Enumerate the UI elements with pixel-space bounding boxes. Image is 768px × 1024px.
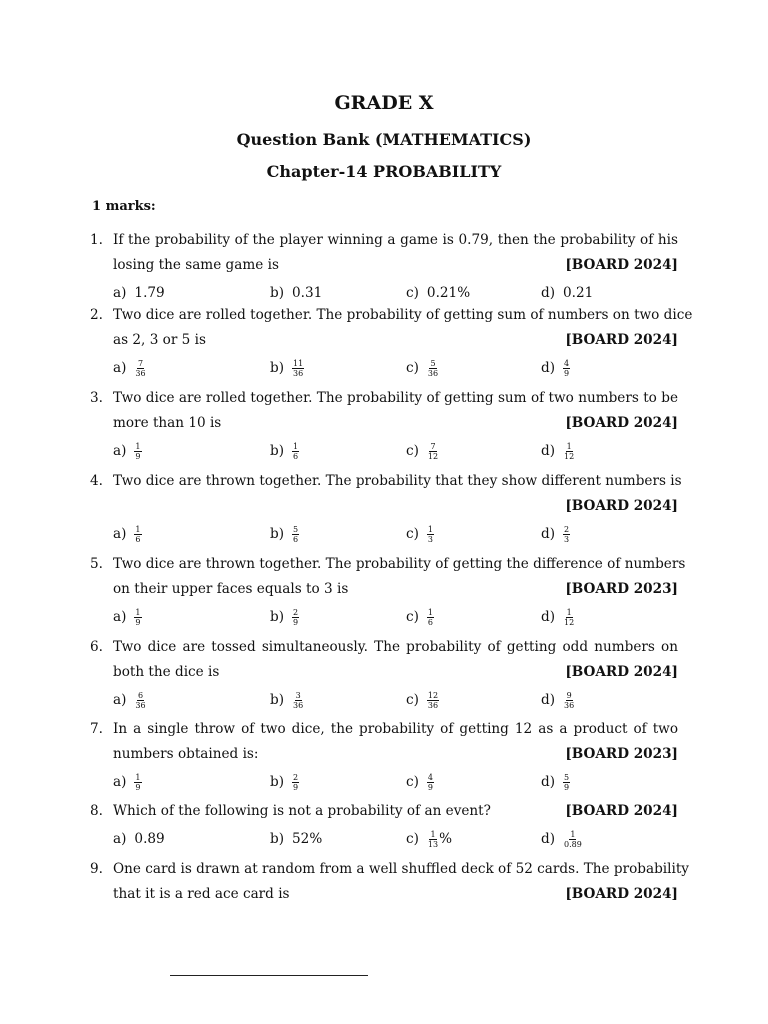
board-year-tag: [BOARD 2023] [565, 746, 678, 762]
option-label: c) [406, 443, 419, 459]
option-d[interactable] [541, 353, 570, 383]
fraction-denominator: 9 [135, 617, 141, 627]
fraction-numerator: 5 [564, 772, 570, 782]
option-c[interactable] [406, 685, 439, 715]
question-line [90, 328, 678, 353]
fraction-denominator: 36 [427, 368, 439, 378]
option-c[interactable] [406, 767, 434, 797]
question-text: losing the same game is [113, 257, 279, 273]
options-row [90, 685, 678, 715]
option-label: c) [406, 360, 419, 376]
question-line [90, 882, 678, 907]
fraction-denominator: 9 [293, 617, 299, 627]
option-d[interactable] [541, 602, 575, 632]
option-fraction [292, 442, 299, 461]
fraction-numerator: 7 [430, 441, 436, 451]
fraction-numerator: 3 [295, 690, 301, 700]
chapter-title: Chapter-14 PROBABILITY [266, 162, 502, 181]
option-b[interactable] [270, 685, 304, 715]
question-line [90, 228, 678, 253]
option-d[interactable] [541, 685, 575, 715]
option-fraction [427, 442, 439, 461]
question-number: 5. [90, 556, 103, 572]
question-text: as 2, 3 or 5 is [113, 332, 206, 348]
option-fraction [292, 691, 304, 710]
fraction-denominator: 3 [427, 534, 434, 544]
option-label: d) [541, 285, 556, 301]
option-fraction [292, 359, 304, 378]
question-line [90, 386, 678, 411]
option-value: 52% [292, 831, 323, 847]
fraction-denominator: 9 [564, 368, 570, 378]
question-line [90, 494, 678, 519]
fraction-denominator: 9 [293, 782, 299, 792]
question-text: on their upper faces equals to 3 is [113, 581, 349, 597]
fraction-denominator: 6 [427, 617, 434, 627]
option-label: b) [270, 285, 285, 301]
fraction-denominator: 36 [135, 368, 146, 378]
option-fraction [134, 442, 141, 461]
fraction-numerator: 4 [564, 358, 570, 368]
option-b[interactable] [270, 519, 299, 549]
option-c[interactable] [406, 519, 434, 549]
option-a[interactable] [113, 767, 142, 797]
option-fraction [563, 691, 575, 710]
fraction-numerator: 1 [427, 607, 434, 617]
option-fraction [292, 608, 299, 627]
question-item [90, 799, 678, 854]
question-item [90, 386, 678, 466]
option-label: a) [113, 609, 127, 625]
option-label: c) [406, 774, 419, 790]
fraction-numerator: 1 [135, 772, 141, 782]
fraction-numerator: 6 [137, 690, 144, 700]
fraction-numerator: 11 [293, 358, 304, 368]
fraction-numerator: 5 [293, 524, 299, 534]
question-item [90, 635, 678, 715]
option-value: 0.31 [292, 285, 323, 301]
question-text: One card is drawn at random from a well shuffled deck of 52 cards. The probability [113, 861, 689, 877]
question-text: Two dice are rolled together. The probability of getting sum of two numbers to be [113, 390, 678, 406]
question-item [90, 552, 686, 632]
option-label: b) [270, 609, 285, 625]
option-label: a) [113, 526, 127, 542]
fraction-numerator: 1 [566, 441, 572, 451]
option-fraction [134, 608, 141, 627]
option-fraction [292, 773, 299, 792]
question-text: both the dice is [113, 664, 220, 680]
question-item [90, 857, 689, 907]
option-label: b) [270, 443, 285, 459]
option-label: b) [270, 526, 285, 542]
option-a[interactable] [113, 519, 142, 549]
options-row [90, 436, 678, 466]
question-number: 1. [90, 232, 103, 248]
option-c[interactable] [406, 824, 452, 854]
question-text: In a single throw of two dice, the probability of getting 12 as a product of two [113, 721, 678, 737]
option-label: c) [406, 609, 419, 625]
option-a[interactable] [113, 685, 147, 715]
option-label: d) [541, 609, 556, 625]
option-label: a) [113, 360, 127, 376]
question-text: numbers obtained is: [113, 746, 259, 762]
board-year-tag: [BOARD 2024] [565, 332, 678, 348]
fraction-numerator: 1 [566, 607, 572, 617]
fraction-numerator: 2 [293, 772, 299, 782]
option-value: 1.79 [134, 285, 165, 301]
option-fraction [134, 359, 146, 378]
option-label: b) [270, 831, 285, 847]
question-item [90, 469, 682, 549]
option-fraction [563, 442, 575, 461]
board-year-tag: [BOARD 2024] [565, 415, 678, 431]
question-number: 7. [90, 721, 103, 737]
fraction-numerator: 5 [430, 358, 436, 368]
fraction-denominator: 0.89 [564, 839, 582, 849]
fraction-denominator: 12 [427, 451, 439, 461]
question-line [90, 577, 678, 602]
options-row [90, 767, 678, 797]
question-number: 2. [90, 307, 103, 323]
fraction-denominator: 3 [564, 534, 570, 544]
fraction-denominator: 13 [427, 839, 439, 849]
fraction-numerator: 12 [427, 690, 439, 700]
question-number: 9. [90, 861, 103, 877]
fraction-numerator: 2 [564, 524, 570, 534]
fraction-numerator: 1 [427, 524, 434, 534]
option-label: d) [541, 831, 556, 847]
option-fraction [427, 691, 439, 710]
question-text: more than 10 is [113, 415, 222, 431]
option-b[interactable] [270, 824, 322, 854]
fraction-denominator: 9 [135, 451, 141, 461]
options-row [90, 824, 678, 854]
question-line [90, 303, 693, 328]
fraction-denominator: 6 [293, 451, 299, 461]
option-label: a) [113, 831, 127, 847]
option-label: d) [541, 692, 556, 708]
question-text: Two dice are rolled together. The probability of getting sum of numbers on two dice [113, 307, 693, 323]
option-a[interactable] [113, 353, 147, 383]
page-title: GRADE X [334, 92, 434, 114]
fraction-numerator: 1 [135, 524, 141, 534]
fraction-denominator: 9 [564, 782, 570, 792]
option-label: d) [541, 360, 556, 376]
question-line [90, 799, 678, 824]
fraction-denominator: 6 [135, 534, 141, 544]
option-a[interactable] [113, 602, 142, 632]
options-row [90, 353, 678, 383]
option-value: 0.89 [134, 831, 165, 847]
question-line [90, 469, 682, 494]
option-label: d) [541, 774, 556, 790]
question-number: 6. [90, 639, 103, 655]
option-d[interactable] [541, 767, 570, 797]
question-line [90, 660, 678, 685]
option-fraction [134, 525, 141, 544]
question-line [90, 411, 678, 436]
fraction-numerator: 1 [570, 829, 576, 839]
fraction-denominator: 36 [293, 368, 304, 378]
board-year-tag: [BOARD 2024] [565, 803, 678, 819]
option-b[interactable] [270, 353, 304, 383]
fraction-numerator: 7 [137, 358, 144, 368]
question-text: that it is a red ace card is [113, 886, 290, 902]
option-fraction [134, 773, 141, 792]
fraction-denominator: 36 [564, 700, 575, 710]
question-number: 4. [90, 473, 103, 489]
option-fraction [563, 359, 570, 378]
board-year-tag: [BOARD 2023] [565, 581, 678, 597]
fraction-denominator: 36 [427, 700, 439, 710]
question-text: Which of the following is not a probability of an event? [113, 803, 491, 819]
fraction-numerator: 9 [566, 690, 572, 700]
question-number: 8. [90, 803, 103, 819]
option-label: b) [270, 692, 285, 708]
option-suffix: % [439, 831, 453, 847]
options-row [90, 519, 678, 549]
question-item [90, 228, 678, 308]
option-a[interactable] [113, 824, 165, 854]
fraction-denominator: 6 [293, 534, 299, 544]
question-item [90, 303, 693, 383]
options-row [90, 602, 678, 632]
section-heading: 1 marks: [92, 199, 156, 214]
fraction-denominator: 12 [564, 451, 575, 461]
footnote-rule [170, 975, 368, 976]
option-fraction [563, 608, 575, 627]
board-year-tag: [BOARD 2024] [565, 664, 678, 680]
option-fraction [134, 691, 146, 710]
question-text: Two dice are thrown together. The probability that they show different numbers is [113, 473, 682, 489]
option-fraction [427, 608, 434, 627]
fraction-denominator: 9 [427, 782, 434, 792]
option-fraction [427, 525, 434, 544]
question-line [90, 717, 678, 742]
option-label: c) [406, 831, 419, 847]
option-d[interactable] [541, 436, 575, 466]
fraction-denominator: 36 [293, 700, 304, 710]
option-a[interactable] [113, 436, 142, 466]
question-line [90, 635, 678, 660]
page-subtitle: Question Bank (MATHEMATICS) [236, 130, 532, 149]
fraction-numerator: 1 [135, 441, 141, 451]
option-b[interactable] [270, 436, 299, 466]
option-b[interactable] [270, 602, 299, 632]
question-line [90, 253, 678, 278]
option-label: c) [406, 692, 419, 708]
board-year-tag: [BOARD 2024] [565, 886, 678, 902]
question-line [90, 552, 686, 577]
option-b[interactable] [270, 767, 299, 797]
fraction-denominator: 36 [135, 700, 146, 710]
question-text: If the probability of the player winning a game is 0.79, then the probability of his [113, 232, 678, 248]
option-fraction [563, 525, 570, 544]
option-fraction [427, 773, 434, 792]
fraction-denominator: 12 [564, 617, 575, 627]
fraction-numerator: 4 [427, 772, 434, 782]
option-c[interactable] [406, 602, 434, 632]
question-number: 3. [90, 390, 103, 406]
fraction-numerator: 1 [135, 607, 141, 617]
option-fraction [427, 359, 439, 378]
fraction-denominator: 9 [135, 782, 141, 792]
option-label: c) [406, 285, 419, 301]
option-label: a) [113, 285, 127, 301]
option-label: a) [113, 692, 127, 708]
question-line [90, 742, 678, 767]
option-c[interactable] [406, 353, 439, 383]
option-value: 0.21% [426, 285, 471, 301]
option-label: a) [113, 774, 127, 790]
option-label: d) [541, 443, 556, 459]
fraction-numerator: 1 [293, 441, 299, 451]
option-label: b) [270, 360, 285, 376]
option-label: a) [113, 443, 127, 459]
question-line [90, 857, 689, 882]
question-item [90, 717, 678, 797]
option-c[interactable] [406, 436, 439, 466]
option-label: b) [270, 774, 285, 790]
board-year-tag: [BOARD 2024] [565, 498, 678, 514]
question-text: Two dice are tossed simultaneously. The probability of getting odd numbers on [113, 639, 678, 655]
fraction-numerator: 1 [430, 829, 436, 839]
option-fraction [292, 525, 299, 544]
question-text: Two dice are thrown together. The probability of getting the difference of numbers [113, 556, 686, 572]
board-year-tag: [BOARD 2024] [565, 257, 678, 273]
fraction-numerator: 2 [293, 607, 299, 617]
option-fraction [563, 773, 570, 792]
option-label: d) [541, 526, 556, 542]
option-fraction [563, 830, 583, 849]
option-label: c) [406, 526, 419, 542]
option-fraction [427, 830, 439, 849]
option-d[interactable] [541, 824, 583, 854]
option-value: 0.21 [563, 285, 594, 301]
option-d[interactable] [541, 519, 570, 549]
